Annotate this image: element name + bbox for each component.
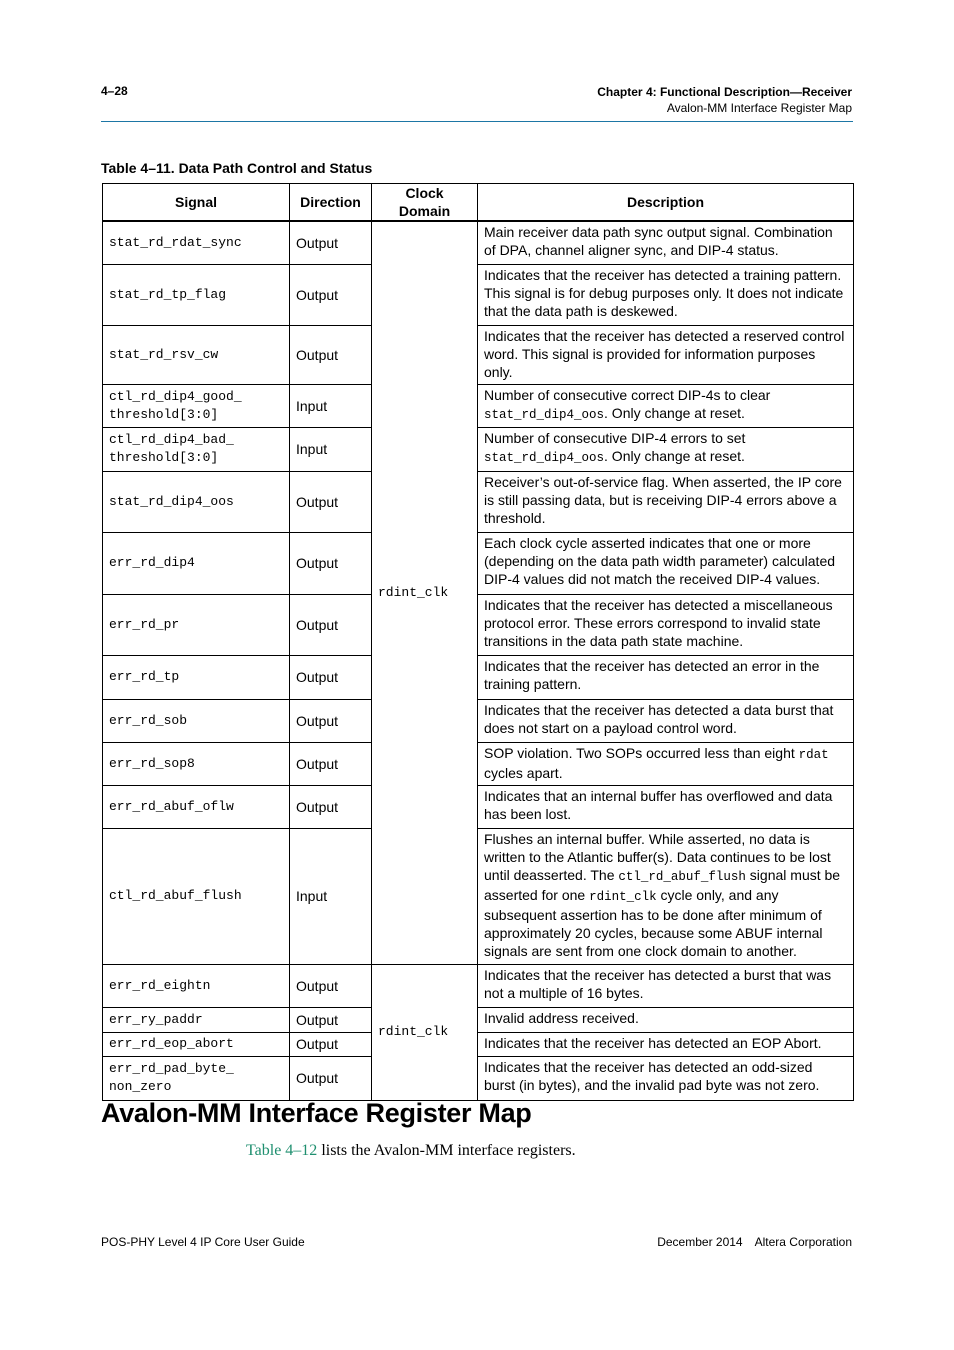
direction-cell: Input bbox=[290, 427, 372, 471]
column-header: Description bbox=[478, 184, 854, 222]
table-row bbox=[103, 1056, 854, 1100]
header-rule bbox=[101, 121, 853, 122]
direction-cell: Output bbox=[290, 1007, 372, 1032]
table-row bbox=[103, 471, 854, 532]
description-text: Number of consecutive correct DIP-4s to clear bbox=[484, 386, 771, 403]
signal-line: err_rd_pad_byte_ bbox=[109, 1061, 234, 1076]
table-row bbox=[103, 1032, 854, 1056]
table-row bbox=[103, 221, 854, 264]
column-header: Signal bbox=[103, 184, 290, 222]
signal-cell: err_rd_sob bbox=[103, 699, 290, 742]
signal-cell: err_rd_dip4 bbox=[103, 532, 290, 594]
table-row bbox=[103, 964, 854, 1007]
signal-line: ctl_rd_dip4_good_ bbox=[109, 388, 242, 404]
description-cell: Indicates that the receiver has detected an odd-sized burst (in bytes), and the invalid pad byte was not zero. bbox=[478, 1056, 854, 1100]
direction-cell: Output bbox=[290, 471, 372, 532]
signal-cell bbox=[103, 1056, 290, 1100]
footer-right bbox=[657, 1235, 852, 1249]
direction-cell: Output bbox=[290, 221, 372, 264]
signal-line: ctl_rd_dip4_bad_ bbox=[109, 432, 234, 447]
description-cell: Indicates that an internal buffer has overflowed and data has been lost. bbox=[478, 785, 854, 828]
table-header-row bbox=[103, 184, 854, 222]
signal-cell: err_rd_abuf_oflw bbox=[103, 785, 290, 828]
signal-cell bbox=[103, 427, 290, 471]
description-text: . Only change at reset. bbox=[604, 447, 745, 464]
code-text: stat_rd_dip4_oos bbox=[484, 450, 605, 465]
signal-cell: stat_rd_tp_flag bbox=[103, 264, 290, 325]
direction-cell: Input bbox=[290, 384, 372, 427]
signal-cell: stat_rd_rsv_cw bbox=[103, 325, 290, 384]
signal-cell: err_rd_eop_abort bbox=[103, 1032, 290, 1056]
description-cell bbox=[478, 742, 854, 785]
direction-cell: Output bbox=[290, 264, 372, 325]
description-text: cycle only, and any subsequent assertion has to be done after minimum of approximately 20 cycles, because some ABUF internal signals are sent from one clock domain to another. bbox=[484, 886, 823, 959]
code-text: stat_rd_dip4_oos bbox=[484, 407, 605, 422]
table-row bbox=[103, 264, 854, 325]
direction-cell: Output bbox=[290, 325, 372, 384]
signal-cell: err_rd_sop8 bbox=[103, 742, 290, 785]
clock-domain-cell: rdint_clk bbox=[372, 221, 478, 964]
description-text: Number of consecutive DIP-4 errors to set bbox=[484, 429, 746, 446]
direction-cell: Output bbox=[290, 785, 372, 828]
description-cell: Receiver’s out-of-service flag. When asserted, the IP core is still passing data, but is receiving DIP-4 errors above a threshold. bbox=[478, 471, 854, 532]
section-paragraph bbox=[246, 1142, 576, 1160]
signal-line: non_zero bbox=[109, 1079, 172, 1094]
signal-cell: err_ry_paddr bbox=[103, 1007, 290, 1032]
clock-domain-cell: rdint_clk bbox=[372, 964, 478, 1100]
description-cell: Indicates that the receiver has detected an EOP Abort. bbox=[478, 1032, 854, 1056]
description-cell bbox=[478, 828, 854, 964]
description-text: cycles apart. bbox=[484, 764, 563, 781]
description-cell: Indicates that the receiver has detected an error in the training pattern. bbox=[478, 655, 854, 699]
description-cell: Indicates that the receiver has detected a miscellaneous protocol error. These errors correspond to invalid state transitions in the data path state machine. bbox=[478, 594, 854, 655]
description-text: signal must be asserted for one bbox=[484, 866, 841, 903]
table-row bbox=[103, 1007, 854, 1032]
direction-cell: Output bbox=[290, 699, 372, 742]
signal-cell: err_rd_pr bbox=[103, 594, 290, 655]
direction-cell: Input bbox=[290, 828, 372, 964]
column-header: Direction bbox=[290, 184, 372, 222]
column-header: Clock Domain bbox=[372, 184, 478, 222]
page-number: 4–28 bbox=[101, 84, 128, 98]
description-cell: Main receiver data path sync output signal. Combination of DPA, channel aligner sync, and DIP-4 status. bbox=[478, 221, 854, 264]
table-row bbox=[103, 532, 854, 594]
direction-cell: Output bbox=[290, 594, 372, 655]
direction-cell: Output bbox=[290, 532, 372, 594]
description-cell bbox=[478, 427, 854, 471]
data-path-table bbox=[102, 183, 854, 1101]
table-reference-link[interactable]: Table 4–12 bbox=[246, 1142, 318, 1159]
footer-date: December 2014 bbox=[657, 1235, 743, 1249]
direction-cell: Output bbox=[290, 655, 372, 699]
running-header bbox=[597, 84, 852, 116]
signal-cell: ctl_rd_abuf_flush bbox=[103, 828, 290, 964]
signal-line: threshold[3:0] bbox=[109, 406, 219, 422]
table-row bbox=[103, 828, 854, 964]
description-text: Flushes an internal buffer. While asserted, no data is written to the Atlantic buffer(s). Data continues to be lost until deasserted. The bbox=[484, 830, 831, 883]
description-cell: Invalid address received. bbox=[478, 1007, 854, 1032]
code-text: ctl_rd_abuf_flush bbox=[618, 869, 746, 884]
signal-cell: err_rd_eightn bbox=[103, 964, 290, 1007]
description-cell: Indicates that the receiver has detected a training pattern. This signal is for debug purposes only. It does not indicate that the data path is deskewed. bbox=[478, 264, 854, 325]
signal-line: threshold[3:0] bbox=[109, 450, 219, 465]
description-cell: Indicates that the receiver has detected a burst that was not a multiple of 16 bytes. bbox=[478, 964, 854, 1007]
section-heading: Avalon-MM Interface Register Map bbox=[101, 1098, 532, 1128]
chapter-title: Chapter 4: Functional Description—Receiver bbox=[597, 85, 852, 99]
description-text: SOP violation. Two SOPs occurred less than eight bbox=[484, 744, 799, 761]
description-cell bbox=[478, 384, 854, 427]
table-row bbox=[103, 427, 854, 471]
signal-cell bbox=[103, 384, 290, 427]
signal-cell: stat_rd_dip4_oos bbox=[103, 471, 290, 532]
signal-cell: err_rd_tp bbox=[103, 655, 290, 699]
direction-cell: Output bbox=[290, 964, 372, 1007]
code-text: rdat bbox=[798, 747, 829, 762]
table-row bbox=[103, 655, 854, 699]
description-cell: Indicates that the receiver has detected a reserved control word. This signal is provided for information purposes only. bbox=[478, 325, 854, 384]
direction-cell: Output bbox=[290, 1032, 372, 1056]
table-caption: Table 4–11. Data Path Control and Status bbox=[101, 160, 373, 176]
section-running-title: Avalon-MM Interface Register Map bbox=[666, 101, 852, 115]
table-row bbox=[103, 325, 854, 384]
description-cell: Each clock cycle asserted indicates that one or more (depending on the data path width parameter) calculated DIP-4 values did not match the received DIP-4 values. bbox=[478, 532, 854, 594]
table-row bbox=[103, 384, 854, 427]
table-row bbox=[103, 742, 854, 785]
table-row bbox=[103, 594, 854, 655]
description-cell: Indicates that the receiver has detected a data burst that does not start on a payload control word. bbox=[478, 699, 854, 742]
footer-guide-title: POS-PHY Level 4 IP Core User Guide bbox=[101, 1235, 305, 1249]
table-row bbox=[103, 699, 854, 742]
direction-cell: Output bbox=[290, 742, 372, 785]
paragraph-text: lists the Avalon-MM interface registers. bbox=[317, 1142, 576, 1159]
footer-company: Altera Corporation bbox=[754, 1235, 852, 1249]
description-text: . Only change at reset. bbox=[604, 404, 745, 421]
table-row bbox=[103, 785, 854, 828]
signal-cell: stat_rd_rdat_sync bbox=[103, 221, 290, 264]
direction-cell: Output bbox=[290, 1056, 372, 1100]
code-text: rdint_clk bbox=[589, 889, 657, 904]
